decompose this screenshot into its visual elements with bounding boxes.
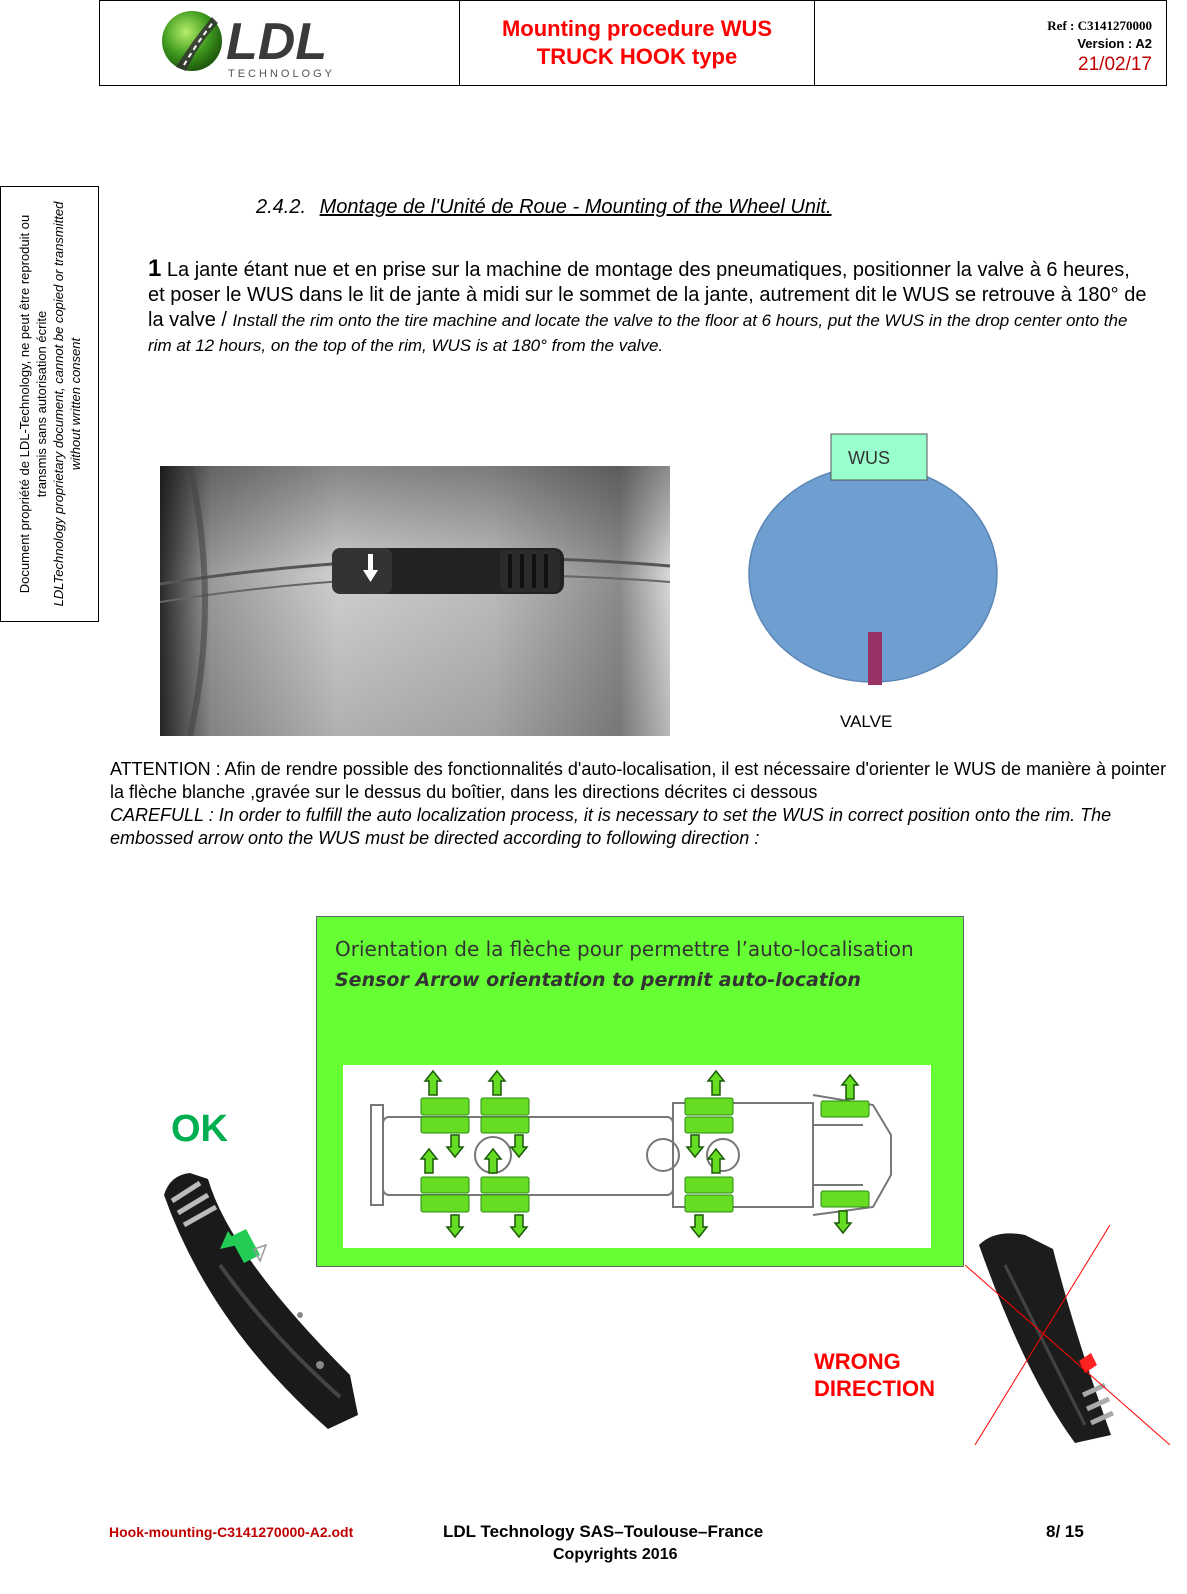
valve-label: VALVE [840,712,893,731]
orientation-title-fr: Orientation de la flèche pour permettre l’auto-localisation [335,937,914,961]
section-title: Montage de l'Unité de Roue - Mounting of the Wheel Unit. [319,196,832,218]
step1-en: Install the rim onto the tire machine and locate the valve to the floor at 6 hours, put the WUS in the drop center onto the rim at 12 hours, on the top of the rim, WUS is at 180° from the valve. [148,311,1128,355]
orientation-box [316,916,964,1267]
sensor-wrong-image [965,1225,1170,1445]
wus-label: WUS [848,448,890,468]
rim-photo [160,466,670,736]
confidentiality-en: LDLTechnology proprietary document, cannot be copied or transmitted without written consent [50,201,83,607]
valve-icon [868,632,882,685]
attention-paragraph [110,758,1170,850]
ref-cell [815,1,1166,85]
section-heading [256,196,832,219]
step1-paragraph [148,256,1148,358]
header-table [99,0,1167,86]
wrong-label-line1: WRONG [814,1349,901,1374]
ok-label: OK [171,1108,228,1150]
footer-filename: Hook-mounting-C3141270000-A2.odt [109,1524,354,1540]
footer-page-number: 8/ 15 [1046,1522,1084,1541]
orientation-title-en: Sensor Arrow orientation to permit auto-location [335,969,861,991]
wrong-direction-label [814,1348,935,1402]
confidentiality-fr: Document propriété de LDL-Technology, ne peut être reproduit ou transmis sans autorisation écrite [16,214,49,594]
ldl-logo [100,1,460,85]
doc-title-line2: TRUCK HOOK type [536,44,738,69]
truck-chassis-diagram [343,1065,931,1248]
footer-copyright: Copyrights 2016 [553,1546,678,1563]
doc-ref: Ref : C3141270000 [1047,18,1152,33]
attention-en: CAREFULL : In order to fulfill the auto localization process, it is necessary to set the WUS in correct position onto the rim. The embossed arrow onto the WUS must be directed according to following direction : [110,805,1112,848]
logo-text: LDL [226,13,328,71]
attention-fr: ATTENTION : Afin de rendre possible des fonctionnalités d'auto-localisation, il est nécessaire d'orienter le WUS de manière à pointer la flèche blanche ,gravée sur le dessus du boîtier, dans les directions décrites ci dessous [110,759,1167,802]
wheel-diagram [740,432,1010,732]
step-number: 1 [148,255,162,282]
title-cell [460,1,815,85]
sensor-ok-image [150,1165,370,1435]
doc-version: Version : A2 [1077,36,1152,51]
doc-title-line1: Mounting procedure WUS [501,16,773,41]
doc-date: 21/02/17 [1078,54,1152,75]
wrong-label-line2: DIRECTION [814,1376,935,1401]
section-number: 2.4.2. [256,196,307,218]
footer-company: LDL Technology SAS–Toulouse–France [443,1522,764,1541]
step1-fr: La jante étant nue et en prise sur la machine de montage des pneumatiques, positionner la valve à 6 heures, et poser le WUS dans le lit de jante à midi sur le sommet de la jante, autrement dit le WUS se retrouve à 180° de la valve / [148,259,1147,331]
logo-subtext: TECHNOLOGY [228,68,336,80]
logo-cell [100,1,460,85]
confidentiality-note [0,186,99,622]
